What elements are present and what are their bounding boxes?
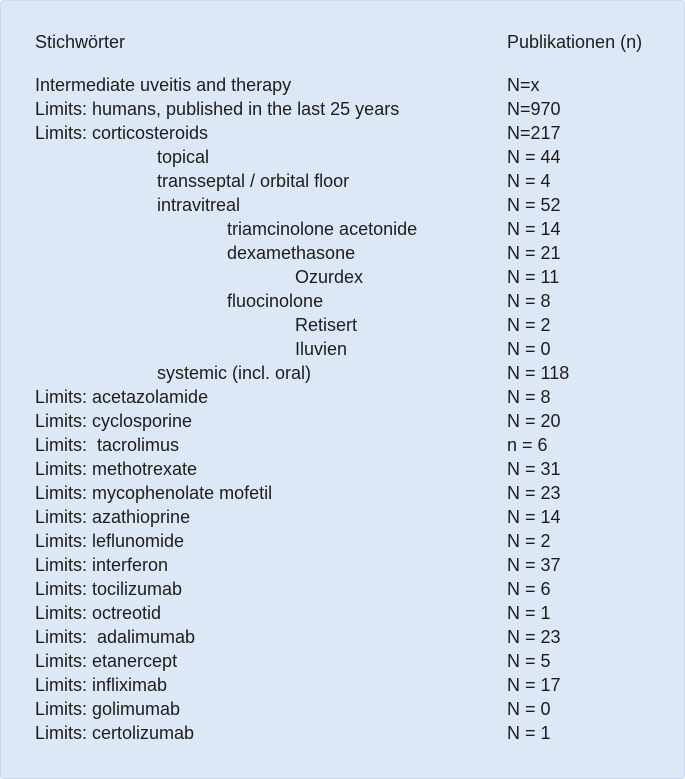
table-row <box>35 73 664 97</box>
table-row <box>35 649 664 673</box>
table-row <box>35 601 664 625</box>
keyword-label: Limits: methotrexate <box>35 459 198 479</box>
keyword-label: Limits: cyclosporine <box>35 411 193 431</box>
keyword-label: systemic (incl. oral) <box>157 363 312 383</box>
keyword-label: triamcinolone acetonide <box>227 219 418 239</box>
publication-count: N = 37 <box>507 555 561 575</box>
keyword-label: Limits: adalimumab <box>35 627 196 647</box>
keyword-label: Limits: tacrolimus <box>35 435 180 455</box>
table-row <box>35 241 664 265</box>
keyword-label: Limits: golimumab <box>35 699 181 719</box>
publication-count: N = 2 <box>507 315 551 335</box>
table-row <box>35 553 664 577</box>
keyword-label: Limits: tocilizumab <box>35 579 183 599</box>
table-row <box>35 457 664 481</box>
keyword-label: Retisert <box>295 315 358 335</box>
table-row <box>35 481 664 505</box>
publication-count: N = 1 <box>507 603 551 623</box>
publication-count: N = 5 <box>507 651 551 671</box>
publication-count: N = 23 <box>507 627 561 647</box>
keyword-label: Limits: mycophenolate mofetil <box>35 483 273 503</box>
table-row <box>35 409 664 433</box>
table-row <box>35 385 664 409</box>
keyword-label: Limits: etanercept <box>35 651 178 671</box>
column-header-publications: Publikationen (n) <box>507 32 643 52</box>
table-row <box>35 529 664 553</box>
table-row <box>35 169 664 193</box>
publication-count: N = 31 <box>507 459 561 479</box>
publication-count: N = 1 <box>507 723 551 743</box>
column-header-keywords: Stichwörter <box>35 32 126 52</box>
keyword-label: transseptal / orbital floor <box>157 171 350 191</box>
keyword-label: dexamethasone <box>227 243 356 263</box>
keyword-label: intravitreal <box>157 195 241 215</box>
keyword-label: Iluvien <box>295 339 348 359</box>
keyword-label: Limits: humans, published in the last 25 years <box>35 99 400 119</box>
table-row <box>35 697 664 721</box>
keyword-label: Intermediate uveitis and therapy <box>35 75 292 95</box>
publication-count: N = 11 <box>507 267 560 287</box>
table-row <box>35 361 664 385</box>
table-row <box>35 313 664 337</box>
table-row <box>35 433 664 457</box>
keyword-label: Limits: azathioprine <box>35 507 191 527</box>
publication-count: N = 44 <box>507 147 561 167</box>
table-header <box>35 30 664 54</box>
publication-count: N = 20 <box>507 411 561 431</box>
publication-count: N = 14 <box>507 507 561 527</box>
table-row <box>35 505 664 529</box>
publication-count: N = 2 <box>507 531 551 551</box>
publication-count: N=217 <box>507 123 561 143</box>
keyword-label: Limits: corticosteroids <box>35 123 209 143</box>
keyword-label: Limits: octreotid <box>35 603 162 623</box>
keyword-label: topical <box>157 147 210 167</box>
table-row <box>35 145 664 169</box>
table-row <box>35 217 664 241</box>
table-row <box>35 673 664 697</box>
keyword-label: Limits: acetazolamide <box>35 387 209 407</box>
publication-count: N=970 <box>507 99 561 119</box>
table-row <box>35 193 664 217</box>
table-row <box>35 289 664 313</box>
keyword-label: Limits: certolizumab <box>35 723 195 743</box>
keyword-label: Ozurdex <box>295 267 364 287</box>
publication-count: N = 6 <box>507 579 551 599</box>
table-row <box>35 721 664 745</box>
keyword-label: fluocinolone <box>227 291 324 311</box>
keyword-label: Limits: infliximab <box>35 675 168 695</box>
keyword-label: Limits: leflunomide <box>35 531 185 551</box>
table-row <box>35 625 664 649</box>
publication-count: N = 0 <box>507 339 551 359</box>
publication-count: N = 4 <box>507 171 551 191</box>
publication-count: N = 118 <box>507 363 570 383</box>
publication-count: N = 8 <box>507 291 551 311</box>
publication-count: N = 17 <box>507 675 561 695</box>
publication-count: N = 14 <box>507 219 561 239</box>
table-row <box>35 265 664 289</box>
publication-count: N = 52 <box>507 195 561 215</box>
publication-count: N=x <box>507 75 540 95</box>
publication-count: N = 0 <box>507 699 551 719</box>
keyword-label: Limits: interferon <box>35 555 169 575</box>
publication-count: N = 21 <box>507 243 561 263</box>
publication-count: N = 8 <box>507 387 551 407</box>
table-row <box>35 97 664 121</box>
publication-count: n = 6 <box>507 435 548 455</box>
table-row <box>35 121 664 145</box>
table-body <box>35 73 664 745</box>
table-row <box>35 577 664 601</box>
publication-count: N = 23 <box>507 483 561 503</box>
table-row <box>35 337 664 361</box>
